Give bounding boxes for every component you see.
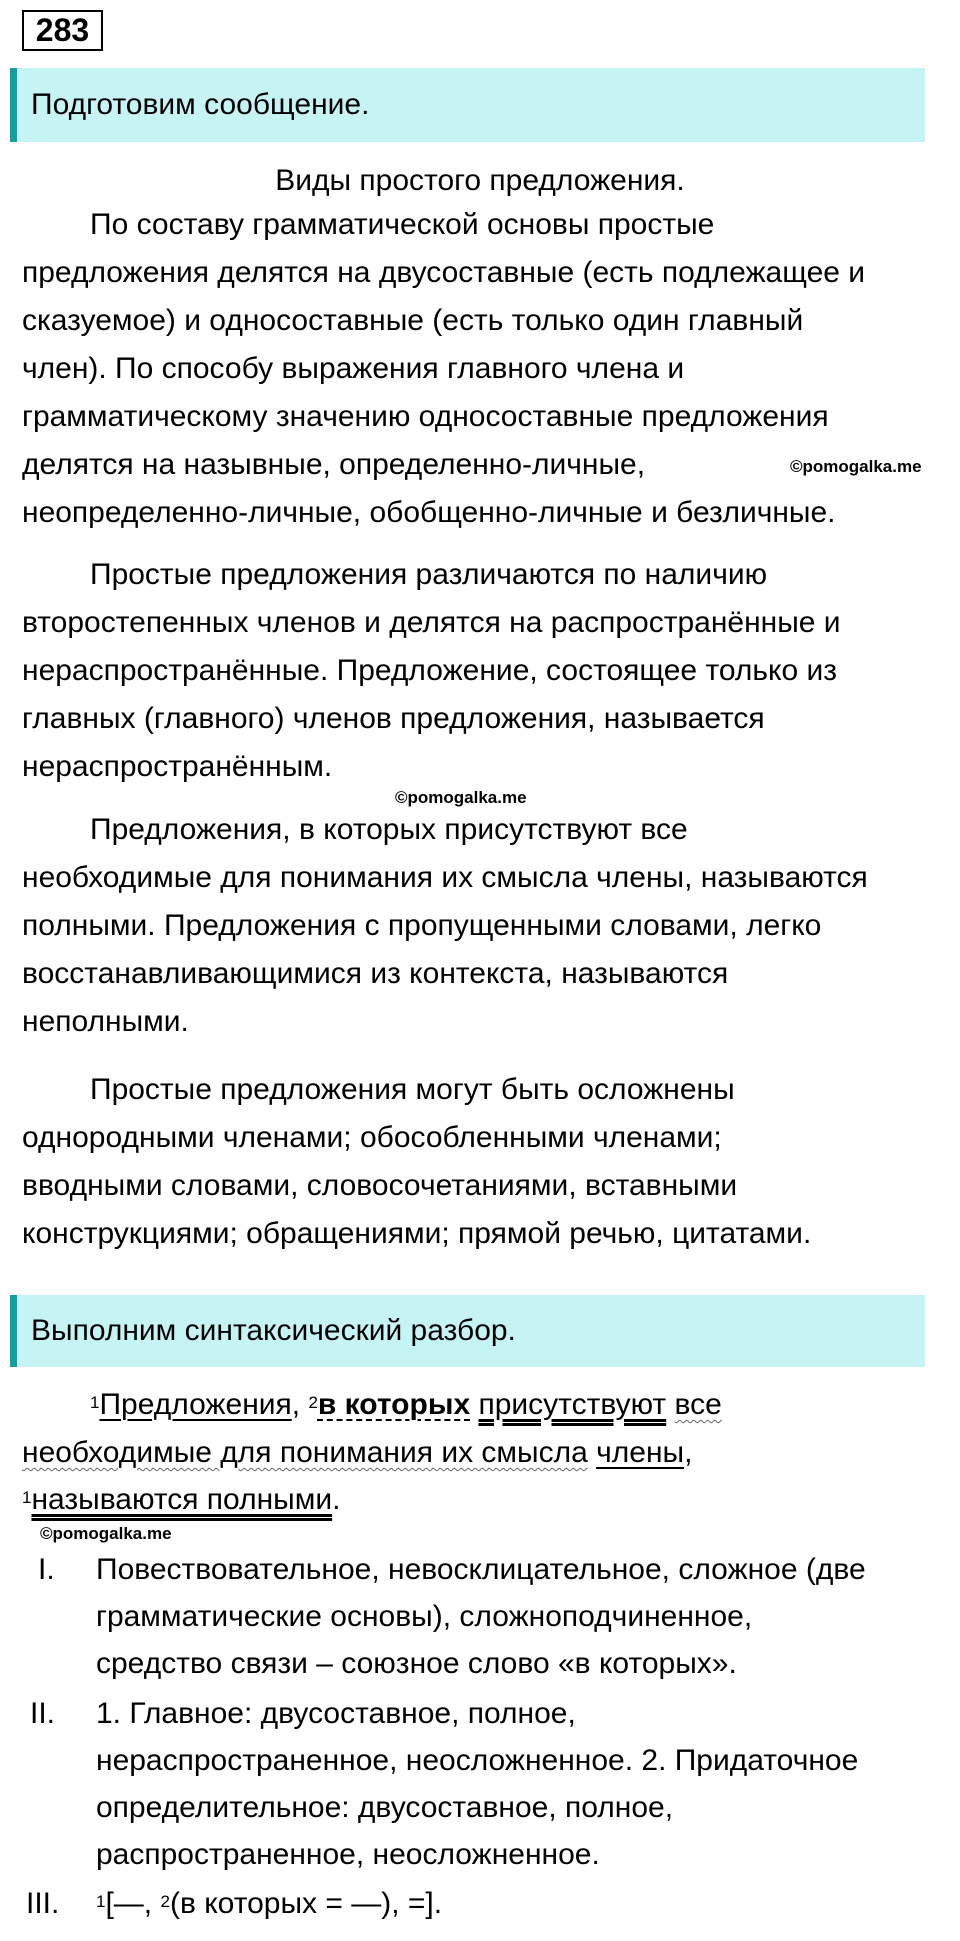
paragraph-1-line: делятся на назывные, определенно-личные,: [22, 448, 646, 481]
clause-number: 1: [90, 1393, 100, 1412]
paragraph-2-line: второстепенных членов и делятся на распространённые и: [22, 606, 841, 639]
paragraph-2-line: главных (главного) членов предложения, называется: [22, 702, 765, 735]
paragraph-4-line: однородными членами; обособленными членами;: [22, 1121, 722, 1154]
paragraph-1-line: грамматическому значению односоставные предложения: [22, 400, 829, 433]
analysis-I-line: грамматические основы), сложноподчиненное,: [96, 1600, 753, 1633]
predicate: называются полными: [31, 1483, 333, 1516]
analysis-I-line: средство связи – союзное слово «в которых».: [96, 1647, 737, 1680]
message-title: Виды простого предложения.: [275, 164, 685, 197]
subject: Предложения: [99, 1388, 292, 1421]
paragraph-3-line: необходимые для понимания их смысла члены, называются: [22, 861, 868, 894]
analysis-II-line: определительное: двусоставное, полное,: [96, 1791, 674, 1824]
clause-number: 1: [96, 1892, 106, 1911]
watermark: ©pomogalka.me: [395, 788, 527, 807]
paragraph-1-line: предложения делятся на двусоставные (есть подлежащее и: [22, 256, 866, 289]
watermark: ©pomogalka.me: [40, 1524, 172, 1543]
numeral-I: I.: [38, 1553, 55, 1586]
section-header-text: Подготовим сообщение.: [31, 88, 370, 121]
punct: ,: [684, 1436, 693, 1469]
section-header-syntax-analysis: [10, 1295, 925, 1367]
paragraph-4-line: Простые предложения могут быть осложнены: [90, 1073, 735, 1106]
paragraph-4-line: вводными словами, словосочетаниями, вставными: [22, 1169, 738, 1202]
paragraph-1-line: По составу грамматической основы простые: [90, 208, 715, 241]
exercise-number: 283: [22, 10, 103, 51]
predicate: присутствуют: [478, 1388, 667, 1421]
numeral-II: II.: [30, 1697, 56, 1730]
paragraph-3-line: неполными.: [22, 1005, 189, 1038]
analyzed-sentence-line-1: [90, 1385, 722, 1425]
paragraph-3-line: полными. Предложения с пропущенными словами, легко: [22, 909, 822, 942]
analyzed-sentence-line-3: [22, 1480, 340, 1520]
paragraph-1-line: член). По способу выражения главного члена и: [22, 352, 685, 385]
analyzed-sentence-line-2: [22, 1433, 692, 1473]
analysis-II-line: 1. Главное: двусоставное, полное,: [96, 1697, 576, 1730]
numeral-III: III.: [26, 1887, 60, 1920]
scheme-part: [—,: [105, 1887, 161, 1920]
paragraph-3-line: восстанавливающимися из контекста, называются: [22, 957, 729, 990]
paragraph-1-line: сказуемое) и односоставные (есть только один главный: [22, 304, 804, 337]
clause-number: 2: [308, 1393, 318, 1412]
paragraph-1-line: неопределенно-личные, обобщенно-личные и безличные.: [22, 496, 836, 529]
paragraph-3-line: Предложения, в которых присутствуют все: [90, 813, 688, 846]
clause-number: 1: [22, 1488, 32, 1507]
clause-number: 2: [160, 1892, 170, 1911]
sentence-scheme: [96, 1884, 442, 1924]
paragraph-2-line: нераспространённые. Предложение, состоящее только из: [22, 654, 838, 687]
attribute: необходимые для понимания их смысла: [22, 1436, 588, 1469]
watermark: ©pomogalka.me: [790, 457, 922, 476]
conjunctive-word: в которых: [317, 1388, 471, 1421]
scheme-part: (в которых = —), =].: [169, 1887, 443, 1920]
paragraph-2-line: нераспространённым.: [22, 750, 333, 783]
analysis-II-line: распространенное, неосложненное.: [96, 1838, 600, 1871]
subject: члены: [596, 1436, 685, 1469]
paragraph-4-line: конструкциями; обращениями; прямой речью, цитатами.: [22, 1217, 812, 1250]
section-header-text: Выполним синтаксический разбор.: [31, 1314, 516, 1347]
analysis-I-line: Повествовательное, невосклицательное, сложное (две: [96, 1553, 866, 1586]
punct: ,: [291, 1388, 309, 1421]
analysis-II-line: нераспространенное, неосложненное. 2. Придаточное: [96, 1744, 859, 1777]
section-header-prepare-message: [10, 68, 925, 142]
punct: .: [332, 1483, 341, 1516]
attribute: все: [674, 1388, 722, 1421]
paragraph-2-line: Простые предложения различаются по наличию: [90, 558, 768, 591]
